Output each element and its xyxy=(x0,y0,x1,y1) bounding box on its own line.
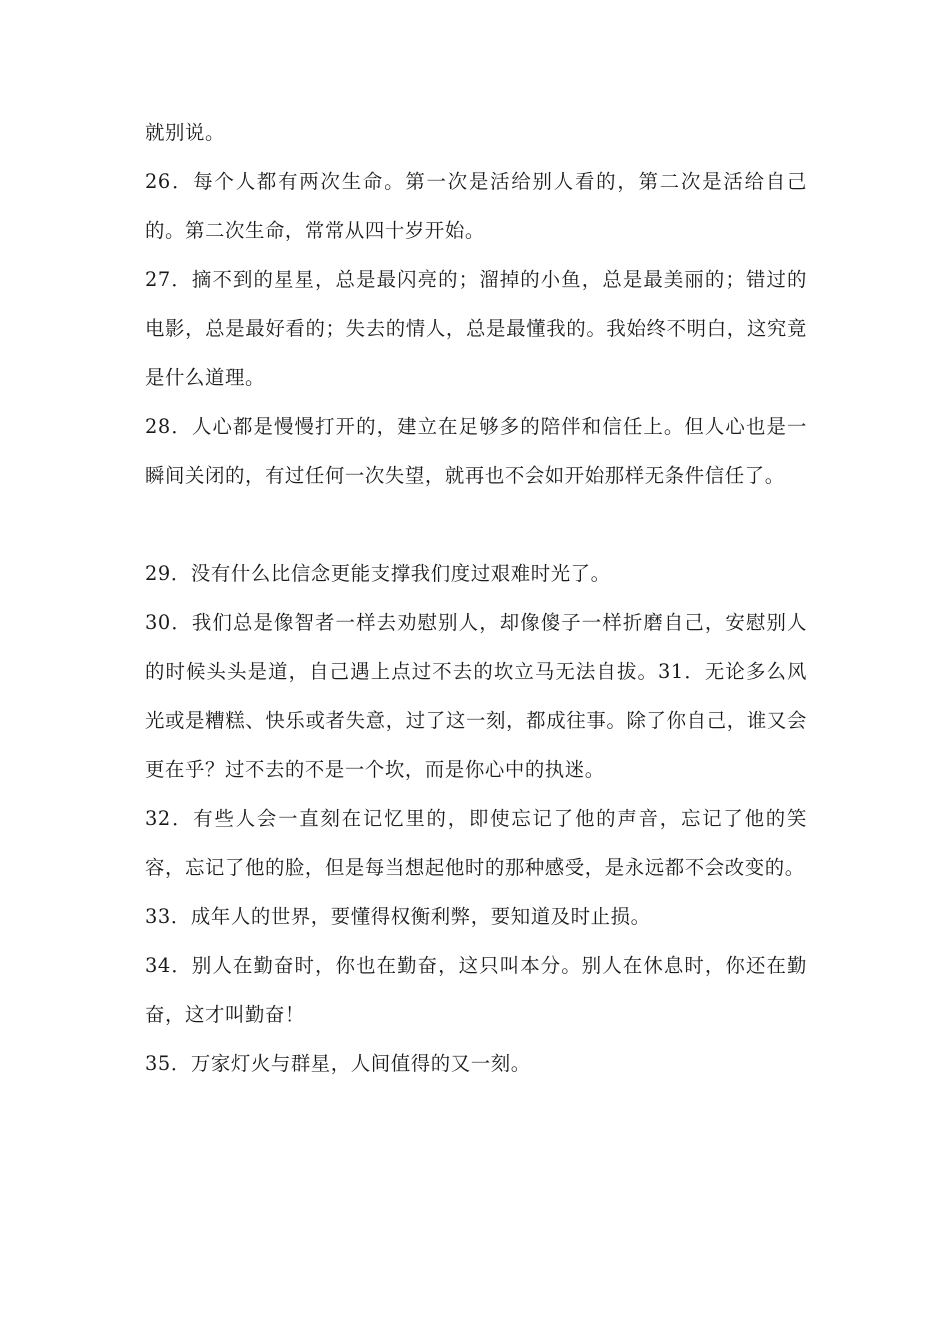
paragraph-30-31: 30．我们总是像智者一样去劝慰别人，却像傻子一样折磨自己，安慰别人的时候头头是道，自己遇上点过不去的坎立马无法自拔。31．无论多么风光或是糟糕、快乐或者失意，过了这一刻，都成往事。除了你自己，谁又会更在乎？过不去的不是一个坎，而是你心中的执迷。 xyxy=(145,611,807,781)
paragraph-32: 32．有些人会一直刻在记忆里的，即使忘记了他的声音，忘记了他的笑容，忘记了他的脸，但是每当想起他时的那种感受，是永远都不会改变的。 xyxy=(145,807,807,879)
paragraph-28: 28．人心都是慢慢打开的，建立在足够多的陪伴和信任上。但人心也是一瞬间关闭的，有过任何一次失望，就再也不会如开始那样无条件信任了。 xyxy=(145,415,807,487)
paragraph-33: 33．成年人的世界，要懂得权衡利弊，要知道及时止损。 xyxy=(145,905,651,928)
paragraph-26: 26．每个人都有两次生命。第一次是活给别人看的，第二次是活给自己的。第二次生命，常常从四十岁开始。 xyxy=(145,170,807,242)
paragraph-continuation: 就别说。 xyxy=(145,121,225,144)
paragraph-27: 27．摘不到的星星，总是最闪亮的；溜掉的小鱼，总是最美丽的；错过的电影，总是最好看的；失去的情人，总是最懂我的。我始终不明白，这究竟是什么道理。 xyxy=(145,268,807,389)
paragraph-35: 35．万家灯火与群星，人间值得的又一刻。 xyxy=(145,1052,531,1075)
document-body xyxy=(145,108,807,1088)
paragraph-34: 34．别人在勤奋时，你也在勤奋，这只叫本分。别人在休息时，你还在勤奋，这才叫勤奋！ xyxy=(145,954,807,1026)
paragraph-29: 29．没有什么比信念更能支撑我们度过艰难时光了。 xyxy=(145,562,611,585)
blank-line xyxy=(145,500,807,549)
